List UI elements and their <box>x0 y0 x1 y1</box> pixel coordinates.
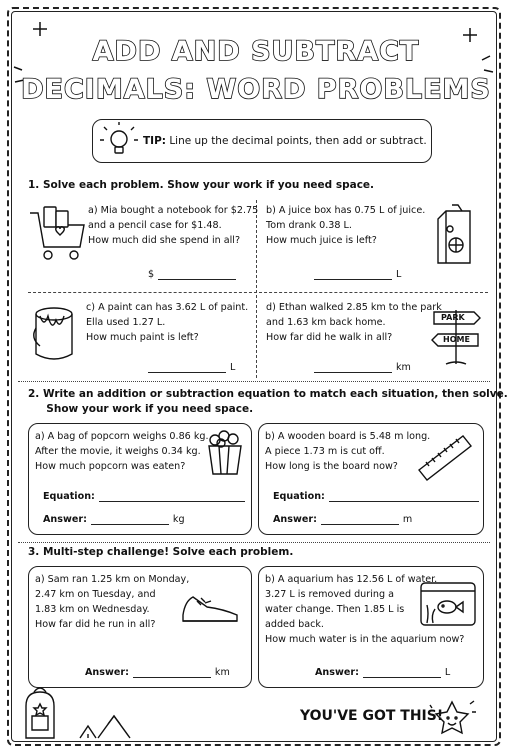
section-3-heading: 3. Multi-step challenge! Solve each problem. <box>28 546 294 558</box>
problem-3a: a) Sam ran 1.25 km on Monday, 2.47 km on Tuesday, and 1.83 km on Wednesday. How far did he run in all? <box>35 574 190 630</box>
answer-label: Answer: <box>315 667 359 678</box>
problem-2b-box <box>258 423 484 535</box>
sign-park-label: PARK <box>441 313 465 322</box>
problem-2a-box <box>28 423 252 535</box>
juice-box-icon <box>432 205 476 267</box>
equation-blank[interactable] <box>329 491 479 502</box>
answer-1b <box>314 269 401 280</box>
answer-unit: km <box>396 362 411 373</box>
equation-row-2b <box>273 491 479 502</box>
encouragement-message: YOU'VE GOT THIS! <box>300 708 444 724</box>
answer-blank[interactable] <box>158 269 236 280</box>
shopping-cart-icon <box>28 205 86 267</box>
problem-2b: b) A wooden board is 5.48 m long. A piece 1.73 m is cut off. How long is the board now? <box>265 431 431 472</box>
signpost-icon <box>428 302 484 366</box>
equation-row-2a <box>43 491 245 502</box>
answer-1a <box>148 269 236 280</box>
answer-label: Answer: <box>43 514 87 525</box>
section-divider <box>18 542 490 543</box>
answer-row-3a <box>85 667 230 678</box>
answer-row-2a <box>43 514 185 525</box>
problem-1c: c) A paint can has 3.62 L of paint. Ella used 1.27 L. How much paint is left? <box>86 302 249 343</box>
answer-1d <box>314 362 411 373</box>
problem-2a: a) A bag of popcorn weighs 0.86 kg. After the movie, it weighs 0.34 kg. How much popcorn was eaten? <box>35 431 209 472</box>
sneaker-icon <box>179 585 243 629</box>
answer-unit: kg <box>172 514 185 525</box>
answer-unit: L <box>396 269 402 280</box>
lightbulb-icon <box>99 122 139 162</box>
answer-label: Answer: <box>273 514 317 525</box>
answer-unit: L <box>230 362 236 373</box>
answer-unit: L <box>444 667 451 678</box>
backpack-mountains-icon <box>20 680 140 740</box>
aquarium-icon <box>419 577 479 629</box>
answer-blank[interactable] <box>91 514 169 525</box>
answer-unit: m <box>402 514 413 525</box>
problem-1d: d) Ethan walked 2.85 km to the park and 1.63 km back home. How far did he walk in all? <box>266 302 442 343</box>
answer-blank[interactable] <box>314 362 392 373</box>
section-2-heading-line-2: Show your work if you need space. <box>28 403 254 415</box>
answer-row-3b <box>315 667 450 678</box>
answer-prefix: $ <box>148 269 155 280</box>
equation-label: Equation: <box>273 491 325 502</box>
star-icon <box>430 698 476 740</box>
problem-1a: a) Mia bought a notebook for $2.75 and a pencil case for $1.48. How much did she spend in all? <box>88 205 259 246</box>
tip-label: TIP: <box>143 135 166 147</box>
answer-row-2b <box>273 514 412 525</box>
divider <box>28 292 488 293</box>
equation-label: Equation: <box>43 491 95 502</box>
equation-blank[interactable] <box>99 491 245 502</box>
answer-label: Answer: <box>85 667 129 678</box>
answer-blank[interactable] <box>148 362 226 373</box>
answer-blank[interactable] <box>314 269 392 280</box>
section-divider <box>18 381 490 382</box>
page-title-line-2: DECIMALS: WORD PROBLEMS <box>21 74 491 105</box>
section-2-heading-line-1: 2. Write an addition or subtraction equation to match each situation, then solve. <box>28 388 508 400</box>
paint-can-icon <box>30 302 80 366</box>
problem-3b-box <box>258 566 484 688</box>
sign-home-label: HOME <box>443 335 470 344</box>
answer-unit: km <box>214 667 230 678</box>
problem-3a-box <box>28 566 252 688</box>
answer-blank[interactable] <box>133 667 211 678</box>
tip-text: Line up the decimal points, then add or subtract. <box>169 135 427 147</box>
ruler-board-icon <box>415 432 475 482</box>
popcorn-icon <box>205 430 245 476</box>
answer-blank[interactable] <box>363 667 441 678</box>
problem-3b: b) A aquarium has 12.56 L of water. 3.27 L is removed during a water change. Then 1.85 L is added back. How much water is in the aquarium now? <box>265 574 465 645</box>
answer-blank[interactable] <box>321 514 399 525</box>
section-1-heading: 1. Solve each problem. Show your work if you need space. <box>28 179 375 191</box>
page-title-line-1: ADD AND SUBTRACT <box>92 36 420 67</box>
tip-box <box>92 119 432 163</box>
problem-1b: b) A juice box has 0.75 L of juice. Tom drank 0.38 L. How much juice is left? <box>266 205 426 246</box>
answer-1c <box>148 362 235 373</box>
